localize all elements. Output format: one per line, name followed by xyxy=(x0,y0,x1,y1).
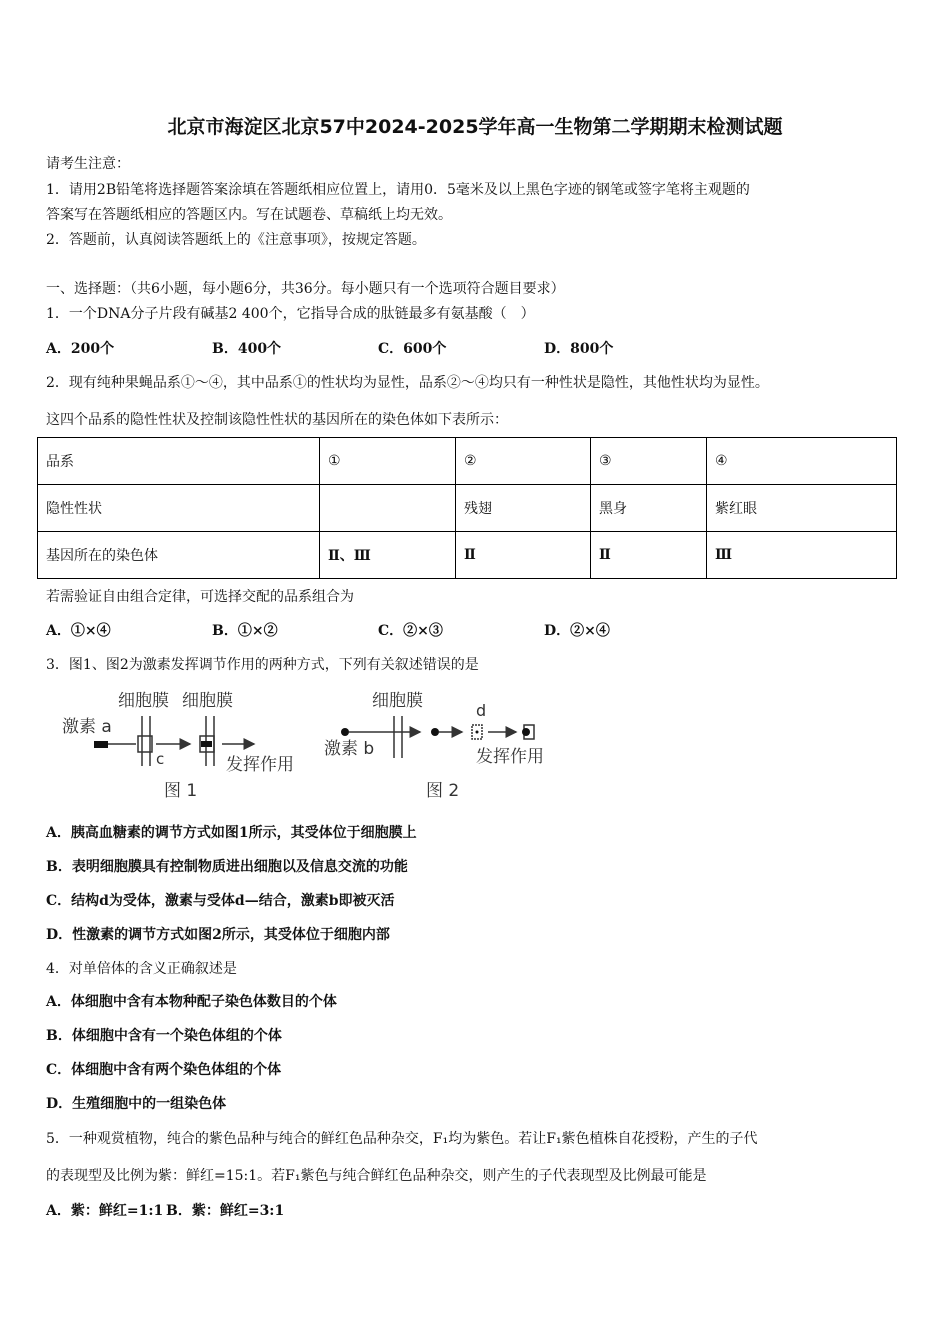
fig1-caption: 图 1 xyxy=(164,781,198,801)
table-cell: Ⅱ xyxy=(591,532,707,579)
q2-option-c: C．②×③ xyxy=(378,623,443,639)
section-heading: 一、选择题：（共6小题，每小题6分，共36分。每小题只有一个选项符合题目要求） xyxy=(46,281,565,297)
q2-stem-2: 这四个品系的隐性性状及控制该隐性性状的基因所在的染色体如下表所示： xyxy=(46,412,508,428)
table-cell: 隐性性状 xyxy=(38,485,320,532)
q2-option-d: D．②×④ xyxy=(544,623,610,639)
table-cell: Ⅲ xyxy=(707,532,897,579)
table-row xyxy=(38,485,897,532)
membrane-label-2: 细胞膜 xyxy=(182,691,233,711)
q4-option-d: D．生殖细胞中的一组染色体 xyxy=(46,1096,227,1112)
q4-option-a: A．体细胞中含有本物种配子染色体数目的个体 xyxy=(46,994,337,1010)
hormone-a-bound xyxy=(201,741,212,747)
table-row xyxy=(38,438,897,485)
table-cell: ② xyxy=(456,438,591,485)
hormone-b-label: 激素 b xyxy=(324,739,375,759)
notice-heading: 请考生注意： xyxy=(46,156,130,172)
q3-option-b: B．表明细胞膜具有控制物质进出细胞以及信息交流的功能 xyxy=(46,859,408,875)
table-cell: ① xyxy=(320,438,456,485)
effect-label-1: 发挥作用 xyxy=(226,755,294,775)
q5-stem-1: 5．一种观赏植物，纯合的紫色品种与纯合的鲜红色品种杂交，F₁均为紫色。若让F₁紫色植株自花授粉，产生的子代 xyxy=(46,1131,758,1147)
q2-option-a: A．①×④ xyxy=(46,623,111,639)
strain-table xyxy=(37,437,897,579)
table-cell: 残翅 xyxy=(456,485,591,532)
q2-stem-1: 2．现有纯种果蝇品系①～④，其中品系①的性状均为显性，品系②～④均只有一种性状是隐性，其他性状均为显性。 xyxy=(46,375,769,391)
page-title: 北京市海淀区北京57中2024-2025学年高一生物第二学期期末检测试题 xyxy=(167,116,783,138)
notice-item-1a: 1．请用2B铅笔将选择题答案涂填在答题纸相应位置上，请用0．5毫米及以上黑色字迹的钢笔或签字笔将主观题的 xyxy=(46,182,750,198)
q5-options xyxy=(46,1200,284,1220)
q1-option-a: A．200个 xyxy=(46,341,115,357)
q4-option-c: C．体细胞中含有两个染色体组的个体 xyxy=(46,1062,282,1078)
q1-option-c: C．600个 xyxy=(378,341,447,357)
notice-item-2: 2．答题前，认真阅读答题纸上的《注意事项》，按规定答题。 xyxy=(46,232,426,248)
q3-option-d: D．性激素的调节方式如图2所示，其受体位于细胞内部 xyxy=(46,927,390,943)
q5-option-a: A．紫：鲜红=1:1 xyxy=(46,1203,164,1219)
q5-stem-2: 的表现型及比例为紫：鲜红=15:1。若F₁紫色与纯合鲜红色品种杂交，则产生的子代表现型及比例最可能是 xyxy=(46,1168,707,1184)
hormone-diagram xyxy=(58,686,578,804)
membrane-label-3: 细胞膜 xyxy=(372,691,423,711)
q1-option-d: D．800个 xyxy=(544,341,614,357)
table-cell: 紫红眼 xyxy=(707,485,897,532)
hormone-b-bound xyxy=(522,728,530,736)
hormone-b-inside xyxy=(431,728,439,736)
q1-options xyxy=(46,338,613,358)
membrane-label-1: 细胞膜 xyxy=(118,691,169,711)
q2-option-b: B．①×② xyxy=(212,623,278,639)
q1-option-b: B．400个 xyxy=(212,341,282,357)
q4-stem: 4．对单倍体的含义正确叙述是 xyxy=(46,961,237,977)
q3-option-a: A．胰高血糖素的调节方式如图1所示，其受体位于细胞膜上 xyxy=(46,825,417,841)
effect-label-2: 发挥作用 xyxy=(476,747,544,767)
hormone-figure xyxy=(58,686,578,808)
receptor-d-label: d xyxy=(476,701,487,720)
table-cell: 基因所在的染色体 xyxy=(38,532,320,579)
q2-options xyxy=(46,620,610,640)
table-cell: 黑身 xyxy=(591,485,707,532)
table-cell: ④ xyxy=(707,438,897,485)
table-cell: Ⅱ xyxy=(456,532,591,579)
q2-stem-3: 若需验证自由组合定律，可选择交配的品系组合为 xyxy=(46,589,354,605)
receptor-c-label: c xyxy=(156,750,165,768)
table-cell xyxy=(320,485,456,532)
fig2-caption: 图 2 xyxy=(426,781,460,801)
table-cell: ③ xyxy=(591,438,707,485)
table-cell: Ⅱ、Ⅲ xyxy=(320,532,456,579)
table-row xyxy=(38,532,897,579)
notice-item-1b: 答案写在答题纸相应的答题区内。写在试题卷、草稿纸上均无效。 xyxy=(46,207,452,223)
hormone-a-shape xyxy=(94,741,108,748)
receptor-d-dot xyxy=(476,731,479,734)
q3-option-c: C．结构d为受体，激素与受体d—结合，激素b即被灭活 xyxy=(46,893,395,909)
q4-option-b: B．体细胞中含有一个染色体组的个体 xyxy=(46,1028,282,1044)
hormone-b-shape xyxy=(341,728,349,736)
q1-stem: 1．一个DNA分子片段有碱基2 400个，它指导合成的肽链最多有氨基酸（ ） xyxy=(46,306,535,322)
q3-stem: 3．图1、图2为激素发挥调节作用的两种方式，下列有关叙述错误的是 xyxy=(46,657,479,673)
hormone-a-label: 激素 a xyxy=(62,717,112,737)
q5-option-b: B．紫：鲜红=3:1 xyxy=(166,1203,285,1219)
table-cell: 品系 xyxy=(38,438,320,485)
